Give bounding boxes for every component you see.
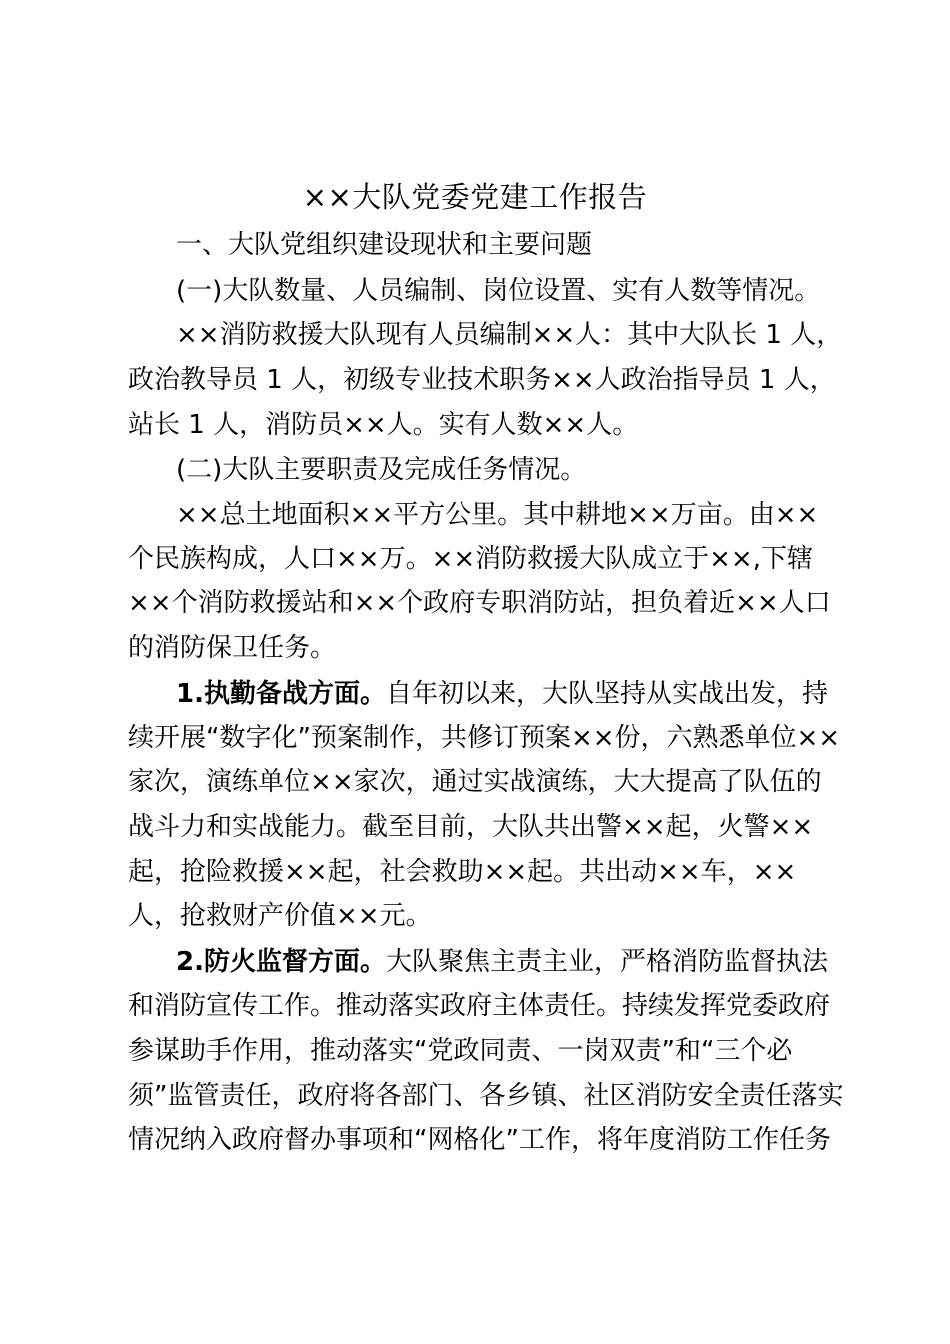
paragraph-line: 站长 1 人，消防员××人。实有人数××人。 xyxy=(128,410,639,440)
document-title: ××大队党委党建工作报告 xyxy=(302,180,648,214)
paragraph-lead: 1.执勤备战方面。 xyxy=(176,679,386,709)
paragraph-line: 个民族构成，人口××万。××消防救援大队成立于××,下辖 xyxy=(128,544,813,574)
paragraph-line: 家次，演练单位××家次，通过实战演练，大大提高了队伍的 xyxy=(128,767,822,797)
paragraph-line: 情况纳入政府督办事项和“网格化”工作，将年度消防工作任务 xyxy=(128,1125,831,1155)
paragraph-line: 起，抢险救援××起，社会救助××起。共出动××车，×× xyxy=(128,857,797,887)
subsection-heading: (一)大队数量、人员编制、岗位设置、实有人数等情况。 xyxy=(176,276,821,306)
paragraph-text: 自年初以来，大队坚持从实战出发，持 xyxy=(385,679,828,709)
paragraph-line: ××消防救援大队现有人员编制××人：其中大队长 1 人， xyxy=(176,320,843,350)
paragraph-line xyxy=(176,676,828,712)
paragraph-line: ××个消防救援站和××个政府专职消防站，担负着近××人口 xyxy=(128,588,831,618)
paragraph-line: 和消防宣传工作。推动落实政府主体责任。持续发挥党委政府 xyxy=(128,991,831,1021)
paragraph-line: 政治教导员 1 人，初级专业技术职务××人政治指导员 1 人， xyxy=(128,365,836,395)
paragraph-line xyxy=(176,944,828,980)
paragraph-lead: 2.防火监督方面。 xyxy=(176,947,386,977)
paragraph-line: ××总土地面积××平方公里。其中耕地××万亩。由×× xyxy=(176,500,819,530)
paragraph-line: 人，抢救财产价值××元。 xyxy=(128,901,432,931)
paragraph-line: 战斗力和实战能力。截至目前，大队共出警××起，火警×× xyxy=(128,812,814,842)
paragraph-line: 参谋助手作用，推动落实“党政同责、一岗双责”和“三个必 xyxy=(128,1036,793,1066)
paragraph-text: 大队聚焦主责主业，严格消防监督执法 xyxy=(385,947,828,977)
paragraph-line: 须”监管责任，政府将各部门、各乡镇、社区消防安全责任落实 xyxy=(128,1081,844,1111)
paragraph-line: 续开展“数字化”预案制作，共修订预案××份，六熟悉单位×× xyxy=(128,723,841,753)
paragraph-line: 的消防保卫任务。 xyxy=(128,633,337,663)
subsection-heading: (二)大队主要职责及完成任务情况。 xyxy=(176,455,587,485)
section-heading: 一、大队党组织建设现状和主要问题 xyxy=(176,230,593,260)
